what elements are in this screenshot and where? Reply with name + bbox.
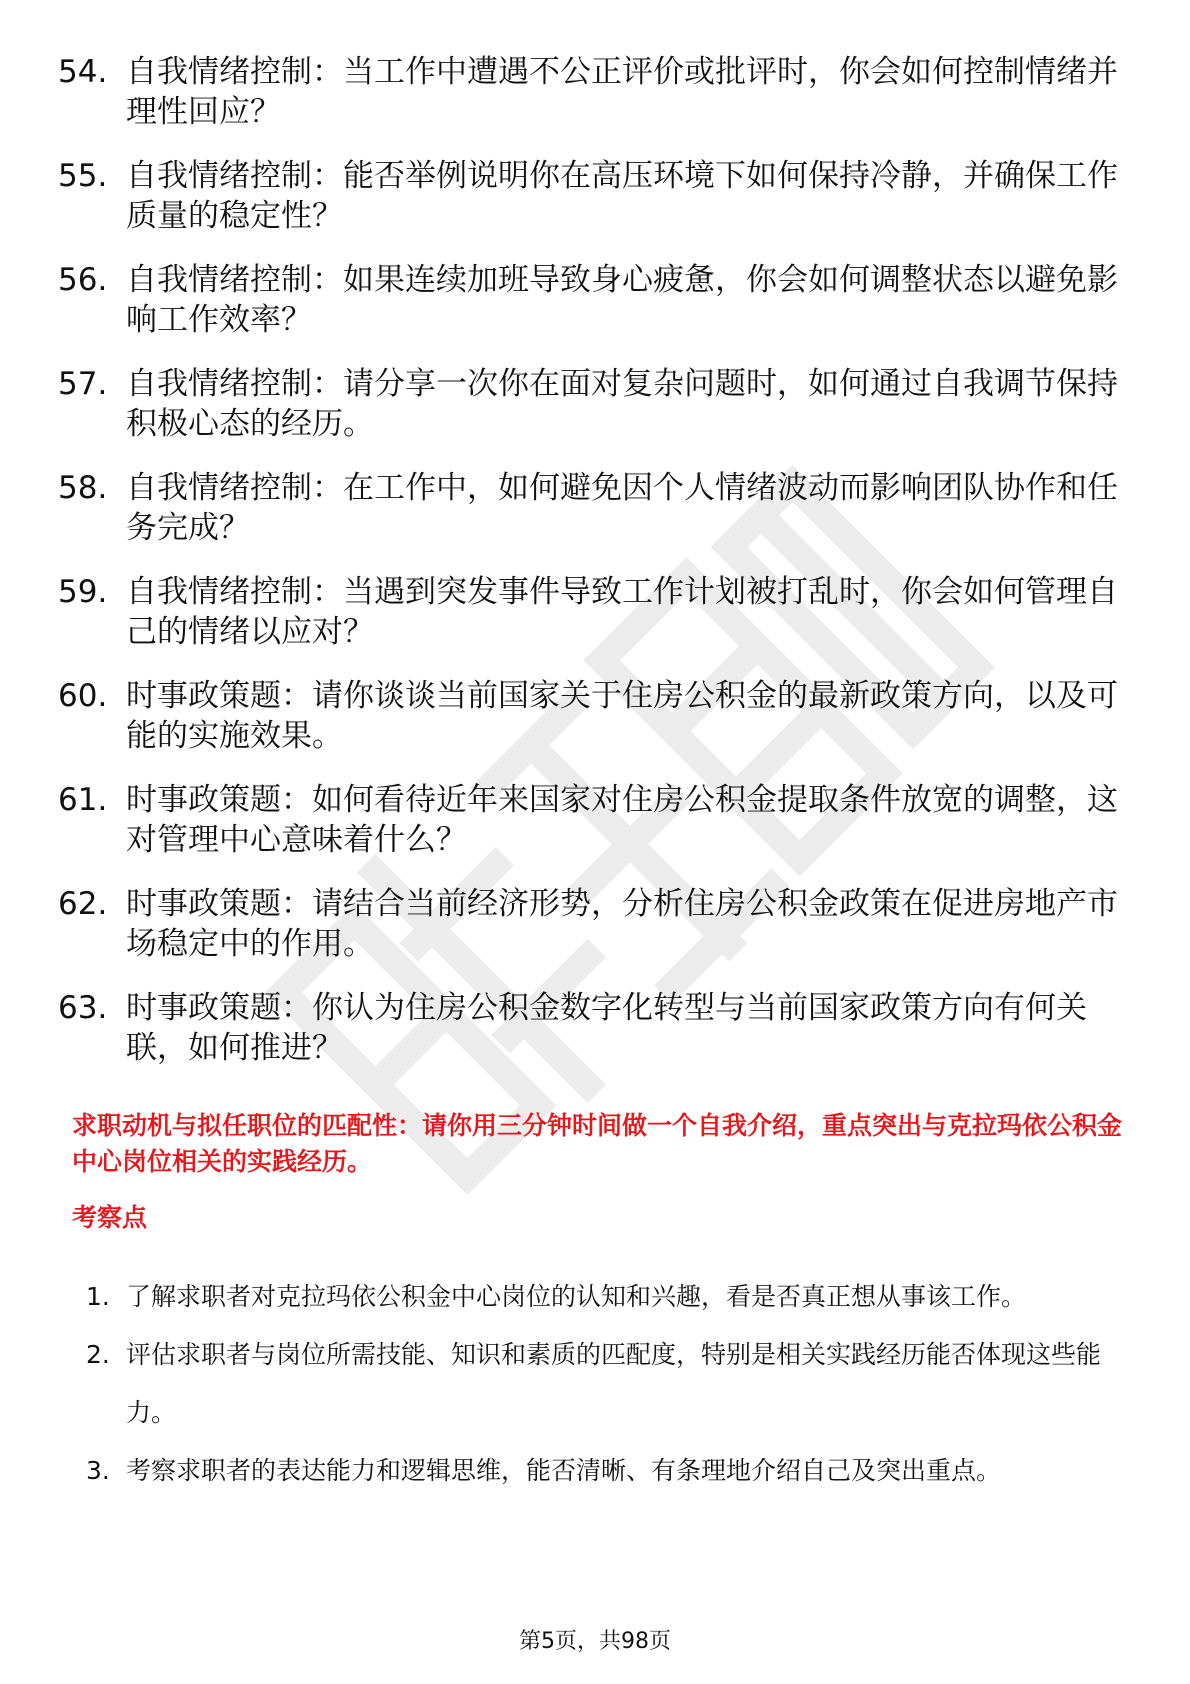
question-text: 自我情绪控制：在工作中，如何避免因个人情绪波动而影响团队协作和任务完成？ — [126, 470, 1118, 546]
question-text: 自我情绪控制：当工作中遭遇不公正评价或批评时，你会如何控制情绪并理性回应？ — [126, 54, 1118, 130]
question-text: 自我情绪控制：当遇到突发事件导致工作计划被打乱时，你会如何管理自己的情绪以应对？ — [126, 574, 1118, 650]
question-number: 60. — [58, 678, 108, 714]
question-text: 时事政策题：请结合当前经济形势，分析住房公积金政策在促进房地产市场稳定中的作用。 — [126, 886, 1118, 962]
focus-point-number: 2. — [86, 1340, 110, 1369]
question-item — [0, 52, 1190, 132]
focus-point-number: 3. — [86, 1456, 110, 1485]
focus-point-number: 1. — [86, 1282, 110, 1311]
focus-point-text: 考察求职者的表达能力和逻辑思维，能否清晰、有条理地介绍自己及突出重点。 — [126, 1456, 1002, 1485]
question-text: 自我情绪控制：能否举例说明你在高压环境下如何保持冷静，并确保工作质量的稳定性？ — [126, 158, 1118, 234]
question-text: 时事政策题：你认为住房公积金数字化转型与当前国家政策方向有何关联，如何推进？ — [126, 990, 1087, 1066]
question-item — [0, 364, 1190, 444]
page-footer: 第5页，共98页 — [519, 1629, 671, 1654]
question-text: 时事政策题：请你谈谈当前国家关于住房公积金的最新政策方向，以及可能的实施效果。 — [126, 678, 1118, 754]
question-number: 56. — [58, 262, 108, 298]
focus-point-text: 了解求职者对克拉玛依公积金中心岗位的认知和兴趣，看是否真正想从事该工作。 — [126, 1282, 1027, 1311]
focus-point-text: 评估求职者与岗位所需技能、知识和素质的匹配度，特别是相关实践经历能否体现这些能力。 — [126, 1340, 1102, 1427]
section-heading: 求职动机与拟任职位的匹配性：请你用三分钟时间做一个自我介绍，重点突出与克拉玛依公积金中心岗位相关的实践经历。 — [72, 1111, 1123, 1176]
question-text: 自我情绪控制：如果连续加班导致身心疲惫，你会如何调整状态以避免影响工作效率？ — [126, 262, 1118, 338]
focus-points-list — [0, 1268, 1190, 1500]
question-item — [0, 780, 1190, 860]
question-item — [0, 884, 1190, 964]
question-number: 58. — [58, 470, 108, 506]
question-item — [0, 676, 1190, 756]
question-number: 59. — [58, 574, 108, 610]
question-item — [0, 260, 1190, 340]
focus-point-item — [0, 1326, 1190, 1442]
question-item — [0, 572, 1190, 652]
question-number: 55. — [58, 158, 108, 194]
question-item — [0, 468, 1190, 548]
focus-point-item — [0, 1442, 1190, 1500]
focus-point-item — [0, 1268, 1190, 1326]
question-number: 57. — [58, 366, 108, 402]
question-text: 时事政策题：如何看待近年来国家对住房公积金提取条件放宽的调整，这对管理中心意味着什么？ — [126, 782, 1118, 858]
question-list — [0, 52, 1190, 1092]
focus-points-label: 考察点 — [72, 1203, 148, 1232]
question-item — [0, 988, 1190, 1068]
question-number: 63. — [58, 990, 108, 1026]
question-item — [0, 156, 1190, 236]
question-number: 61. — [58, 782, 108, 818]
question-text: 自我情绪控制：请分享一次你在面对复杂问题时，如何通过自我调节保持积极心态的经历。 — [126, 366, 1118, 442]
question-number: 62. — [58, 886, 108, 922]
question-number: 54. — [58, 54, 108, 90]
